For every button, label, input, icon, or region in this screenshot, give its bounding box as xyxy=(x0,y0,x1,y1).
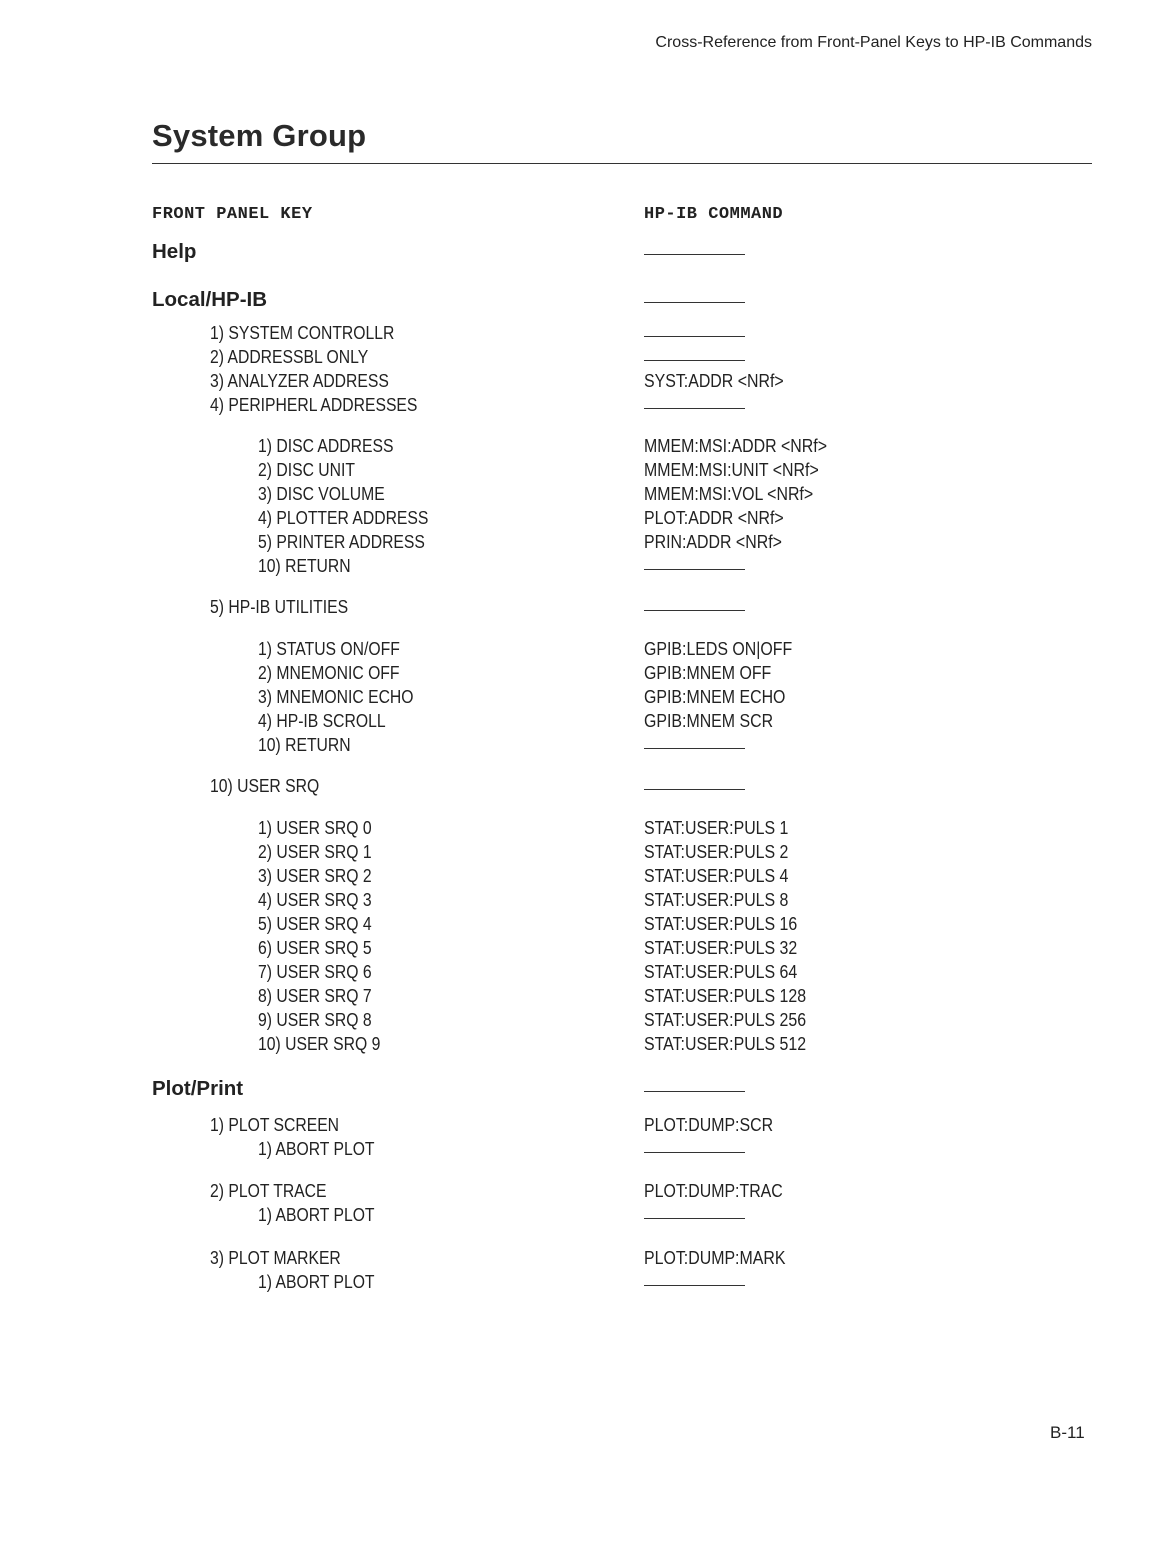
key-row xyxy=(0,1204,1176,1228)
hpib-command: GPIB:MNEM SCR xyxy=(644,710,774,731)
column-header-hpib-command: HP-IB COMMAND xyxy=(644,205,784,224)
key-row xyxy=(0,686,1176,710)
hpib-command: PLOT:DUMP:TRAC xyxy=(644,1180,783,1201)
key-row xyxy=(0,370,1176,394)
front-panel-key: 2) ADDRESSBL ONLY xyxy=(210,346,369,367)
section-row xyxy=(0,288,1176,312)
front-panel-key: 4) HP-IB SCROLL xyxy=(258,710,386,731)
front-panel-key: 4) PERIPHERL ADDRESSES xyxy=(210,394,418,415)
hpib-command: STAT:USER:PULS 2 xyxy=(644,841,789,862)
key-row xyxy=(0,710,1176,734)
no-command-dash xyxy=(644,610,745,611)
front-panel-key: 5) USER SRQ 4 xyxy=(258,913,372,934)
no-command-dash xyxy=(644,1218,745,1219)
hpib-command: PLOT:ADDR <NRf> xyxy=(644,507,784,528)
section-row xyxy=(0,1077,1176,1101)
key-row xyxy=(0,638,1176,662)
key-row xyxy=(0,817,1176,841)
front-panel-key: 2) DISC UNIT xyxy=(258,459,355,480)
hpib-command: SYST:ADDR <NRf> xyxy=(644,370,784,391)
key-row xyxy=(0,734,1176,758)
no-command-dash xyxy=(644,360,745,361)
key-row xyxy=(0,435,1176,459)
front-panel-key: 2) MNEMONIC OFF xyxy=(258,662,400,683)
front-panel-key: 7) USER SRQ 6 xyxy=(258,961,372,982)
front-panel-key: 1) ABORT PLOT xyxy=(258,1271,375,1292)
section-row xyxy=(0,240,1176,264)
front-panel-key: 5) HP-IB UTILITIES xyxy=(210,596,349,617)
hpib-command: MMEM:MSI:ADDR <NRf> xyxy=(644,435,827,456)
key-row xyxy=(0,985,1176,1009)
hpib-command: STAT:USER:PULS 16 xyxy=(644,913,798,934)
front-panel-key: 10) USER SRQ 9 xyxy=(258,1033,381,1054)
front-panel-key: 10) RETURN xyxy=(258,555,351,576)
key-row xyxy=(0,913,1176,937)
front-panel-key: 1) ABORT PLOT xyxy=(258,1204,375,1225)
running-header: Cross-Reference from Front-Panel Keys to HP-IB Commands xyxy=(655,34,1092,51)
key-row xyxy=(0,775,1176,799)
front-panel-key: 3) DISC VOLUME xyxy=(258,483,385,504)
key-row xyxy=(0,937,1176,961)
key-row xyxy=(0,596,1176,620)
key-row xyxy=(0,1009,1176,1033)
no-command-dash xyxy=(644,1285,745,1286)
front-panel-key: 1) DISC ADDRESS xyxy=(258,435,394,456)
hpib-command: PLOT:DUMP:SCR xyxy=(644,1114,774,1135)
front-panel-key: 10) USER SRQ xyxy=(210,775,320,796)
no-command-dash xyxy=(644,408,745,409)
section-heading: Help xyxy=(152,240,197,263)
page-number: B-11 xyxy=(1050,1423,1085,1442)
key-row xyxy=(0,322,1176,346)
section-title: System Group xyxy=(152,118,367,153)
no-command-dash xyxy=(644,569,745,570)
no-command-dash xyxy=(644,336,745,337)
key-row xyxy=(0,459,1176,483)
hpib-command: STAT:USER:PULS 128 xyxy=(644,985,807,1006)
front-panel-key: 10) RETURN xyxy=(258,734,351,755)
hpib-command: STAT:USER:PULS 8 xyxy=(644,889,789,910)
front-panel-key: 8) USER SRQ 7 xyxy=(258,985,372,1006)
key-row xyxy=(0,1138,1176,1162)
front-panel-key: 5) PRINTER ADDRESS xyxy=(258,531,425,552)
hpib-command: GPIB:LEDS ON|OFF xyxy=(644,638,793,659)
hpib-command: GPIB:MNEM OFF xyxy=(644,662,772,683)
hpib-command: MMEM:MSI:VOL <NRf> xyxy=(644,483,814,504)
front-panel-key: 2) USER SRQ 1 xyxy=(258,841,372,862)
front-panel-key: 9) USER SRQ 8 xyxy=(258,1009,372,1030)
key-row xyxy=(0,1180,1176,1204)
hpib-command: STAT:USER:PULS 64 xyxy=(644,961,798,982)
front-panel-key: 1) SYSTEM CONTROLLR xyxy=(210,322,395,343)
front-panel-key: 1) PLOT SCREEN xyxy=(210,1114,340,1135)
key-row xyxy=(0,1033,1176,1057)
front-panel-key: 1) STATUS ON/OFF xyxy=(258,638,400,659)
key-row xyxy=(0,961,1176,985)
no-command-dash xyxy=(644,789,745,790)
section-heading: Local/HP-IB xyxy=(152,288,268,311)
no-command-dash xyxy=(644,1152,745,1153)
front-panel-key: 3) PLOT MARKER xyxy=(210,1247,341,1268)
no-command-dash xyxy=(644,302,745,303)
no-command-dash xyxy=(644,748,745,749)
key-row xyxy=(0,1271,1176,1295)
hpib-command: STAT:USER:PULS 1 xyxy=(644,817,789,838)
key-row xyxy=(0,841,1176,865)
front-panel-key: 2) PLOT TRACE xyxy=(210,1180,327,1201)
hpib-command: STAT:USER:PULS 32 xyxy=(644,937,798,958)
key-row xyxy=(0,1114,1176,1138)
front-panel-key: 3) MNEMONIC ECHO xyxy=(258,686,414,707)
key-row xyxy=(0,1247,1176,1271)
no-command-dash xyxy=(644,254,745,255)
front-panel-key: 4) USER SRQ 3 xyxy=(258,889,372,910)
key-row xyxy=(0,662,1176,686)
front-panel-key: 3) USER SRQ 2 xyxy=(258,865,372,886)
no-command-dash xyxy=(644,1091,745,1092)
hpib-command: STAT:USER:PULS 4 xyxy=(644,865,789,886)
front-panel-key: 1) USER SRQ 0 xyxy=(258,817,372,838)
column-header-front-panel-key: FRONT PANEL KEY xyxy=(152,205,313,224)
key-row xyxy=(0,865,1176,889)
hpib-command: PRIN:ADDR <NRf> xyxy=(644,531,782,552)
hpib-command: STAT:USER:PULS 512 xyxy=(644,1033,807,1054)
key-row xyxy=(0,394,1176,418)
key-row xyxy=(0,507,1176,531)
section-heading: Plot/Print xyxy=(152,1077,244,1100)
key-row xyxy=(0,531,1176,555)
key-row xyxy=(0,555,1176,579)
hpib-command: STAT:USER:PULS 256 xyxy=(644,1009,807,1030)
front-panel-key: 6) USER SRQ 5 xyxy=(258,937,372,958)
front-panel-key: 3) ANALYZER ADDRESS xyxy=(210,370,389,391)
hpib-command: PLOT:DUMP:MARK xyxy=(644,1247,786,1268)
key-row xyxy=(0,346,1176,370)
key-row xyxy=(0,483,1176,507)
key-row xyxy=(0,889,1176,913)
front-panel-key: 4) PLOTTER ADDRESS xyxy=(258,507,429,528)
hpib-command: GPIB:MNEM ECHO xyxy=(644,686,786,707)
hpib-command: MMEM:MSI:UNIT <NRf> xyxy=(644,459,819,480)
front-panel-key: 1) ABORT PLOT xyxy=(258,1138,375,1159)
